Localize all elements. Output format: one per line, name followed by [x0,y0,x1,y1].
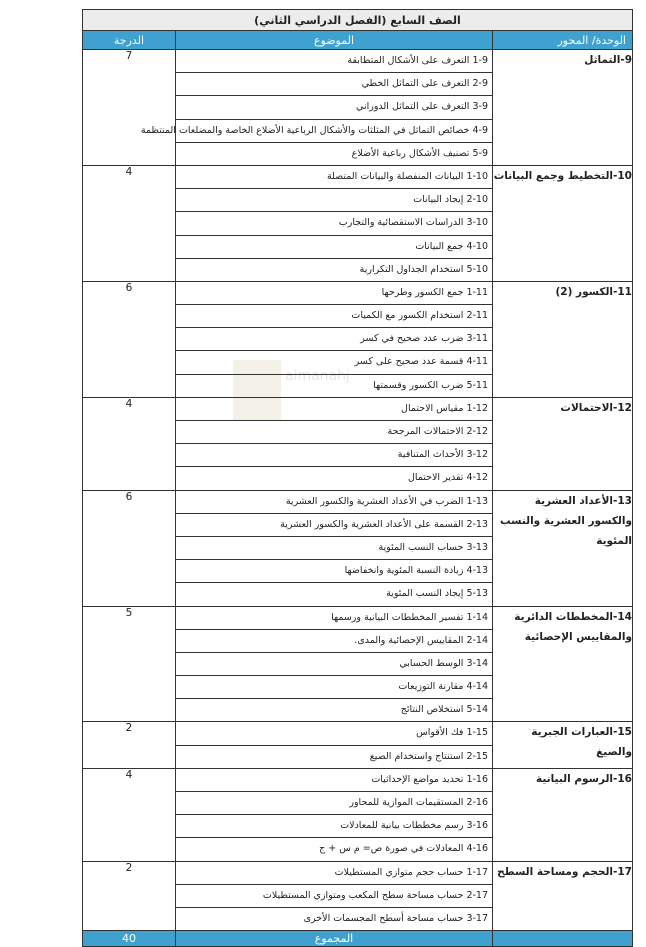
total-spacer [493,931,633,947]
unit-grade: 2 [83,722,176,768]
topic-item: 4-11 قسمة عدد صحيح على كسر [176,351,492,374]
topic-header: الموضوع [176,31,493,50]
topic-item: 4-14 مقارنة التوزيعات [176,676,492,699]
header-row [83,31,633,50]
title-row [83,10,633,31]
topic-item: 4-10 جمع البيانات [176,236,492,259]
topic-item: 5-13 إيجاد النسب المئوية [386,588,488,600]
unit-name: 12-الاحتمالات [493,397,633,490]
unit-row [83,397,633,490]
topic-item: 5-10 استخدام الجداول التكرارية [359,263,488,275]
topic-item: 1-17 حساب حجم متوازي المستطيلات [176,862,492,885]
topic-item: 3-17 حساب مساحة أسطح المجسمات الأخرى [303,912,488,924]
topic-item: 2-13 القسمة على الأعداد العشرية والكسور العشرية [176,514,492,537]
topic-item: 1-12 مقياس الاحتمال [176,398,492,421]
unit-row [83,861,633,931]
topic-item: 3-16 رسم مخططات بيانية للمعادلات [176,815,492,838]
unit-grade: 4 [83,397,176,490]
unit-topics [176,861,493,931]
topic-item: 4-13 زيادة النسبة المئوية وانخفاضها [176,560,492,583]
topic-item: 2-10 إيجاد البيانات [176,189,492,212]
topic-item: 1-9 التعرف على الأشكال المتطابقة [176,50,492,73]
topic-item: 4-9 خصائص التماثل في المثلثات والأشكال الرباعية الأضلاع الخاصة والمضلعات المنتظمة [176,120,492,143]
unit-topics [140,50,493,166]
topic-item: 3-12 الأحداث المتنافية [176,444,492,467]
unit-grade: 2 [83,861,176,931]
unit-row [83,165,633,281]
topic-item: 2-14 المقاييس الإحصائية والمدى. [176,630,492,653]
topic-item: 3-9 التعرف على التماثل الدوراني [176,96,492,119]
syllabus-table [82,9,633,947]
topic-item: 2-11 استخدام الكسور مع الكميات [176,305,492,328]
topic-item: 2-16 المستقيمات الموازية للمحاور [176,792,492,815]
unit-name: 16-الرسوم البيانية [493,768,633,861]
unit-row [83,722,633,768]
unit-row [83,281,633,397]
unit-name: 11-الكسور (2) [493,281,633,397]
unit-topics [176,768,493,861]
table-title: الصف السابع (الفصل الدراسي الثاني) [83,10,633,31]
unit-topics [176,165,493,281]
unit-topics [176,281,493,397]
unit-grade: 4 [83,768,176,861]
unit-grade: 4 [83,165,176,281]
unit-row [83,50,633,166]
unit-grade: 7 [83,50,176,166]
topic-item: 3-13 حساب النسب المئوية [176,537,492,560]
grade-header: الدرجة [83,31,176,50]
topic-item: 2-17 حساب مساحة سطح المكعب ومتوازي المستطيلات [176,885,492,908]
unit-header: الوحدة/ المحور [493,31,633,50]
topic-item: 1-13 الضرب في الأعداد العشرية والكسور العشرية [176,491,492,514]
topic-item: 2-9 التعرف على التماثل الخطي [176,73,492,96]
unit-name: 14-المخططات الدائرية والمقاييس الإحصائية [493,606,633,722]
unit-topics [176,490,493,606]
topic-item: 1-15 فك الأقواس [176,722,492,745]
topic-item: 5-14 استخلاص النتائج [400,704,488,716]
unit-row [83,768,633,861]
topic-item: 2-12 الاحتمالات المرجحة [176,421,492,444]
topic-item: 1-11 جمع الكسور وطرحها [176,282,492,305]
watermark-text: almanahj [285,368,350,384]
unit-row [83,490,633,606]
unit-name: 10-التخطيط وجمع البيانات [493,165,633,281]
topic-item: 3-11 ضرب عدد صحيح في كسر [176,328,492,351]
unit-row [83,606,633,722]
topic-item: 1-14 تفسير المخططات البيانية ورسمها [176,607,492,630]
unit-grade: 5 [83,606,176,722]
topic-item: 1-16 تحديد مواضع الإحداثيات [176,769,492,792]
topic-item: 4-12 تقدير الاحتمال [407,472,488,484]
unit-name: 15-العبارات الجبرية والصيغ [493,722,633,768]
unit-topics [176,397,493,490]
unit-topics [176,606,493,722]
total-value: 40 [83,931,176,947]
topic-item: 5-9 تصنيف الأشكال رباعية الأضلاع [351,147,488,159]
topic-item: 2-15 استنتاج واستخدام الصيغ [369,750,488,762]
topic-item: 3-10 الدراسات الاستقصائية والتجارب [176,212,492,235]
unit-grade: 6 [83,281,176,397]
unit-name: 13-الأعداد العشرية والكسور العشرية والنسب المئوية [493,490,633,606]
unit-grade: 6 [83,490,176,606]
topic-item: 1-10 البيانات المنفصلة والبيانات المتصلة [176,166,492,189]
topic-item: 5-11 ضرب الكسور وقسمتها [373,379,488,391]
topic-item: 4-16 المعادلات في صورة ص= م س + ج [319,843,488,855]
unit-name: 17-الحجم ومساحة السطح [493,861,633,931]
total-row [83,931,633,947]
topic-item: 3-14 الوسط الحسابي [176,653,492,676]
unit-name: 9-التماثل [493,50,633,166]
unit-topics [176,722,493,768]
total-label: المجموع [176,931,493,947]
